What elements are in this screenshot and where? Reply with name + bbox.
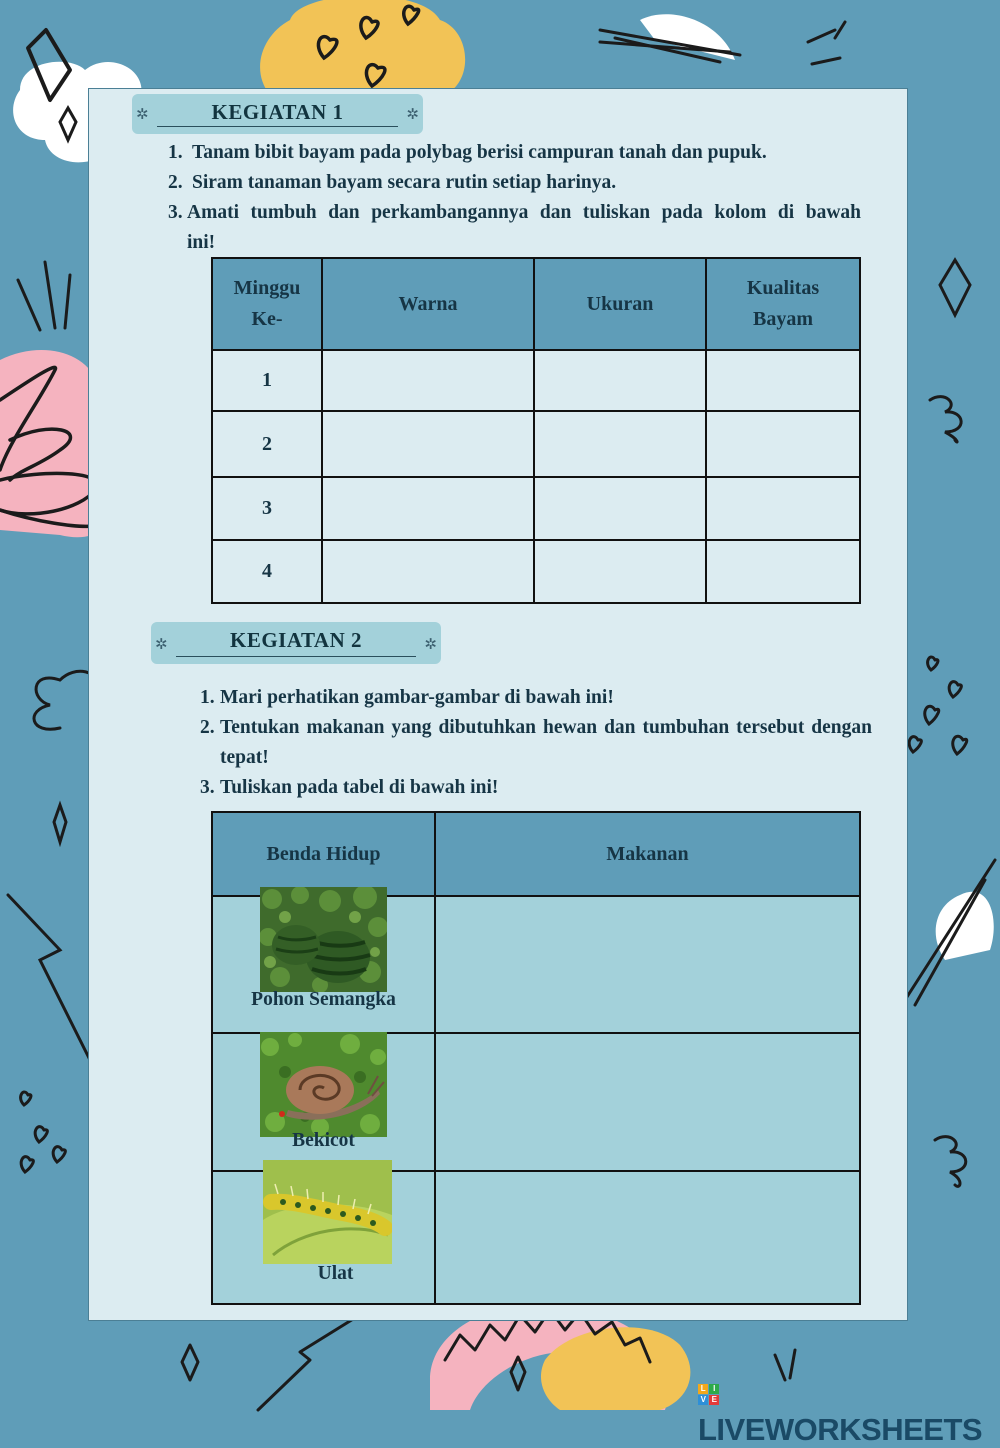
table-row xyxy=(212,1171,860,1304)
sparkle-icon: ✲ xyxy=(424,637,437,653)
sparkle-icon: ✲ xyxy=(155,637,168,653)
answer-cell[interactable] xyxy=(322,540,534,603)
week-cell: 3 xyxy=(212,477,322,540)
answer-cell[interactable] xyxy=(435,1171,860,1304)
answer-cell[interactable] xyxy=(435,896,860,1033)
answer-cell[interactable] xyxy=(322,350,534,411)
answer-cell[interactable] xyxy=(322,477,534,540)
week-cell: 2 xyxy=(212,411,322,477)
table-row xyxy=(212,540,860,603)
table-row xyxy=(212,1033,860,1171)
brand-name: LIVEWORKSHEETS xyxy=(698,1412,983,1447)
answer-cell[interactable] xyxy=(706,540,860,603)
snail-photo xyxy=(260,1032,387,1137)
activity1-banner xyxy=(132,94,423,134)
list-item: 3. Amati tumbuh dan perkambangannya dan tuliskan pada kolom di bawah ini! xyxy=(168,202,861,253)
list-item: 3. Tuliskan pada tabel di bawah ini! xyxy=(200,777,499,798)
answer-cell[interactable] xyxy=(534,477,706,540)
answer-cell[interactable] xyxy=(534,350,706,411)
table-row xyxy=(212,477,860,540)
answer-cell[interactable] xyxy=(706,350,860,411)
living-thing-cell xyxy=(212,896,435,1033)
brand-logo-icon: L I V E xyxy=(698,1384,720,1406)
column-header: Benda Hidup xyxy=(212,812,435,896)
activity2-title: KEGIATAN 2 xyxy=(230,628,362,652)
column-header: Makanan xyxy=(435,812,860,896)
week-cell: 1 xyxy=(212,350,322,411)
living-thing-name: Ulat xyxy=(317,1263,354,1284)
sparkle-icon: ✲ xyxy=(136,107,149,123)
living-thing-name: Pohon Semangka xyxy=(251,989,396,1010)
list-item: 1. Mari perhatikan gambar-gambar di bawah ini! xyxy=(200,687,614,708)
sparkle-icon: ✲ xyxy=(406,107,419,123)
answer-cell[interactable] xyxy=(534,540,706,603)
column-header: Minggu Ke- xyxy=(212,258,322,350)
caterpillar-photo xyxy=(263,1160,392,1264)
table-row xyxy=(212,350,860,411)
column-header: Ukuran xyxy=(534,258,706,350)
activity2-steps xyxy=(200,683,872,803)
column-header: Warna xyxy=(322,258,534,350)
answer-cell[interactable] xyxy=(534,411,706,477)
answer-cell[interactable] xyxy=(706,411,860,477)
table-row xyxy=(212,411,860,477)
living-thing-name: Bekicot xyxy=(292,1130,355,1151)
activity2-banner xyxy=(151,622,441,664)
list-item: 1. Tanam bibit bayam pada polybag berisi campuran tanah dan pupuk. xyxy=(168,142,767,163)
activity1-steps xyxy=(168,138,861,258)
growth-observation-table xyxy=(211,257,861,604)
column-header: Kualitas Bayam xyxy=(706,258,860,350)
title-underline xyxy=(157,126,398,127)
table-row xyxy=(212,896,860,1033)
living-thing-cell xyxy=(212,1033,435,1171)
liveworksheets-logo xyxy=(698,1376,1000,1448)
answer-cell[interactable] xyxy=(706,477,860,540)
answer-cell[interactable] xyxy=(322,411,534,477)
answer-cell[interactable] xyxy=(435,1033,860,1171)
living-thing-cell xyxy=(212,1171,435,1304)
week-cell: 4 xyxy=(212,540,322,603)
title-underline xyxy=(176,656,416,657)
watermelon-photo xyxy=(260,887,387,992)
list-item: 2. Siram tanaman bayam secara rutin setiap harinya. xyxy=(168,172,617,193)
list-item: 2. Tentukan makanan yang dibutuhkan hewan dan tumbuhan tersebut dengan tepat! xyxy=(200,717,872,768)
activity1-title: KEGIATAN 1 xyxy=(211,100,344,124)
food-table xyxy=(211,811,861,1305)
